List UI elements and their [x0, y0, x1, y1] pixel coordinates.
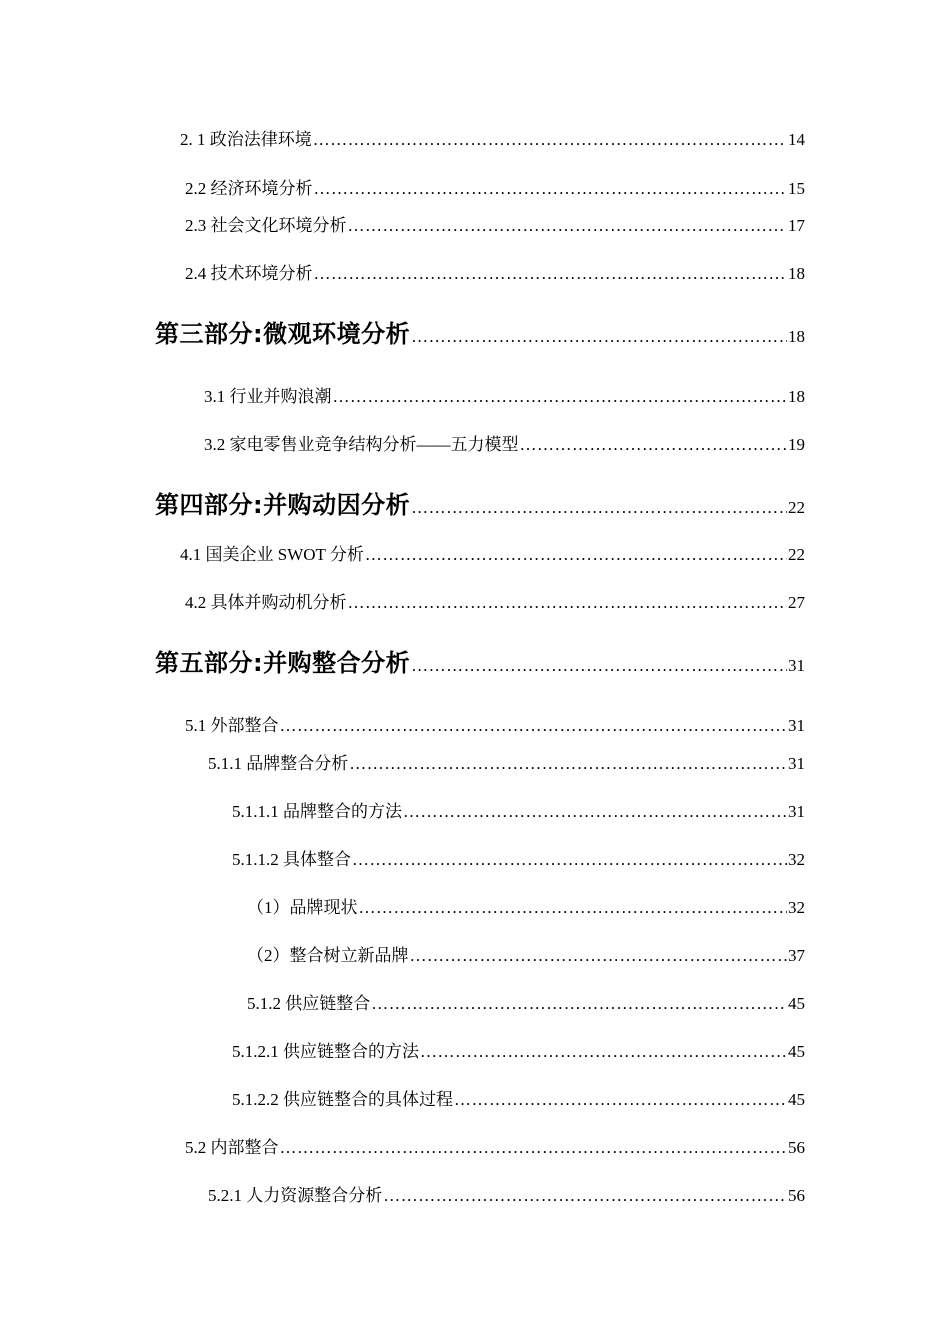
toc-dot-leader — [348, 216, 788, 236]
toc-dot-leader — [365, 545, 787, 565]
toc-dot-leader — [410, 946, 788, 966]
toc-page-number: 17 — [788, 216, 805, 235]
toc-entry-5-1[interactable] — [185, 711, 805, 736]
toc-page-number: 32 — [788, 898, 805, 917]
toc-dot-leader — [371, 994, 787, 1014]
toc-entry-label: 5.1.2 供应链整合 — [247, 994, 371, 1013]
toc-dot-leader — [352, 850, 787, 870]
toc-page-number: 31 — [788, 754, 805, 773]
toc-dot-leader — [359, 898, 788, 918]
toc-page-number: 45 — [788, 994, 805, 1013]
toc-dot-leader — [280, 716, 788, 736]
toc-entry-label: 5.1.1 品牌整合分析 — [208, 754, 349, 773]
toc-part-3[interactable] — [155, 314, 805, 349]
toc-entry-new-brand[interactable] — [247, 941, 805, 966]
toc-dot-leader — [411, 327, 787, 347]
toc-page-number: 22 — [788, 498, 805, 517]
toc-entry-label: 5.1.2.1 供应链整合的方法 — [232, 1042, 419, 1061]
toc-entry-5-2-1[interactable] — [208, 1181, 805, 1206]
toc-part-label: 第三部分:微观环境分析 — [155, 320, 411, 348]
toc-entry-label: 4.1 国美企业 SWOT 分析 — [180, 545, 364, 564]
toc-entry-label: 5.1.1.1 品牌整合的方法 — [232, 802, 402, 821]
toc-page-number: 18 — [788, 387, 805, 406]
toc-entry-5-1-1-1[interactable] — [232, 797, 805, 822]
toc-part-label: 第四部分:并购动因分析 — [155, 491, 411, 519]
toc-entry-3-2[interactable] — [204, 430, 805, 455]
toc-page-number: 56 — [788, 1186, 805, 1205]
toc-dot-leader — [314, 264, 788, 284]
toc-entry-5-1-1[interactable] — [208, 749, 805, 774]
toc-entry-label: 2.2 经济环境分析 — [185, 179, 313, 198]
toc-dot-leader — [348, 593, 788, 613]
toc-page-number: 31 — [788, 656, 805, 675]
toc-entry-5-1-2-1[interactable] — [232, 1037, 805, 1062]
toc-entry-label: 5.2.1 人力资源整合分析 — [208, 1186, 383, 1205]
toc-dot-leader — [349, 754, 787, 774]
toc-page-number: 22 — [788, 545, 805, 564]
toc-dot-leader — [454, 1090, 787, 1110]
toc-entry-label: 4.2 具体并购动机分析 — [185, 593, 347, 612]
toc-entry-label: 5.1 外部整合 — [185, 716, 279, 735]
toc-dot-leader — [313, 130, 787, 150]
toc-page-number: 27 — [788, 593, 805, 612]
toc-entry-label: （2）整合树立新品牌 — [247, 946, 409, 965]
toc-entry-label: 2.3 社会文化环境分析 — [185, 216, 347, 235]
toc-entry-label: 3.1 行业并购浪潮 — [204, 387, 332, 406]
toc-dot-leader — [420, 1042, 787, 1062]
toc-page-number: 56 — [788, 1138, 805, 1157]
toc-entry-2-3[interactable] — [185, 211, 805, 236]
toc-entry-2-4[interactable] — [185, 259, 805, 284]
toc-page-number: 15 — [788, 179, 805, 198]
toc-dot-leader — [411, 656, 787, 676]
toc-entry-label: 3.2 家电零售业竞争结构分析——五力模型 — [204, 435, 519, 454]
toc-dot-leader — [411, 498, 787, 518]
toc-dot-leader — [403, 802, 787, 822]
toc-page-number: 37 — [788, 946, 805, 965]
toc-page-number: 19 — [788, 435, 805, 454]
toc-part-label: 第五部分:并购整合分析 — [155, 649, 411, 677]
toc-entry-5-1-1-2[interactable] — [232, 845, 805, 870]
toc-entry-2-1[interactable] — [180, 125, 805, 150]
toc-entry-label: （1）品牌现状 — [247, 898, 358, 917]
toc-entry-4-1[interactable] — [180, 540, 805, 565]
toc-page-number: 14 — [788, 130, 805, 149]
toc-part-4[interactable] — [155, 485, 805, 520]
toc-page-number: 45 — [788, 1042, 805, 1061]
toc-part-5[interactable] — [155, 643, 805, 678]
toc-entry-label: 5.2 内部整合 — [185, 1138, 279, 1157]
toc-entry-4-2[interactable] — [185, 588, 805, 613]
toc-entry-5-1-2[interactable] — [247, 989, 805, 1014]
toc-dot-leader — [280, 1138, 788, 1158]
toc-entry-brand-status[interactable] — [247, 893, 805, 918]
toc-dot-leader — [314, 179, 788, 199]
toc-entry-label: 5.1.2.2 供应链整合的具体过程 — [232, 1090, 453, 1109]
toc-entry-3-1[interactable] — [204, 382, 805, 407]
toc-page-number: 31 — [788, 802, 805, 821]
toc-dot-leader — [333, 387, 788, 407]
toc-page-number: 18 — [788, 327, 805, 346]
toc-page-number: 31 — [788, 716, 805, 735]
toc-entry-label: 2. 1 政治法律环境 — [180, 130, 312, 149]
toc-dot-leader — [383, 1186, 787, 1206]
toc-entry-label: 2.4 技术环境分析 — [185, 264, 313, 283]
toc-entry-5-2[interactable] — [185, 1133, 805, 1158]
toc-page-number: 18 — [788, 264, 805, 283]
toc-page-number: 45 — [788, 1090, 805, 1109]
toc-page-number: 32 — [788, 850, 805, 869]
toc-entry-label: 5.1.1.2 具体整合 — [232, 850, 351, 869]
toc-entry-5-1-2-2[interactable] — [232, 1085, 805, 1110]
toc-dot-leader — [520, 435, 788, 455]
toc-entry-2-2[interactable] — [185, 174, 805, 199]
